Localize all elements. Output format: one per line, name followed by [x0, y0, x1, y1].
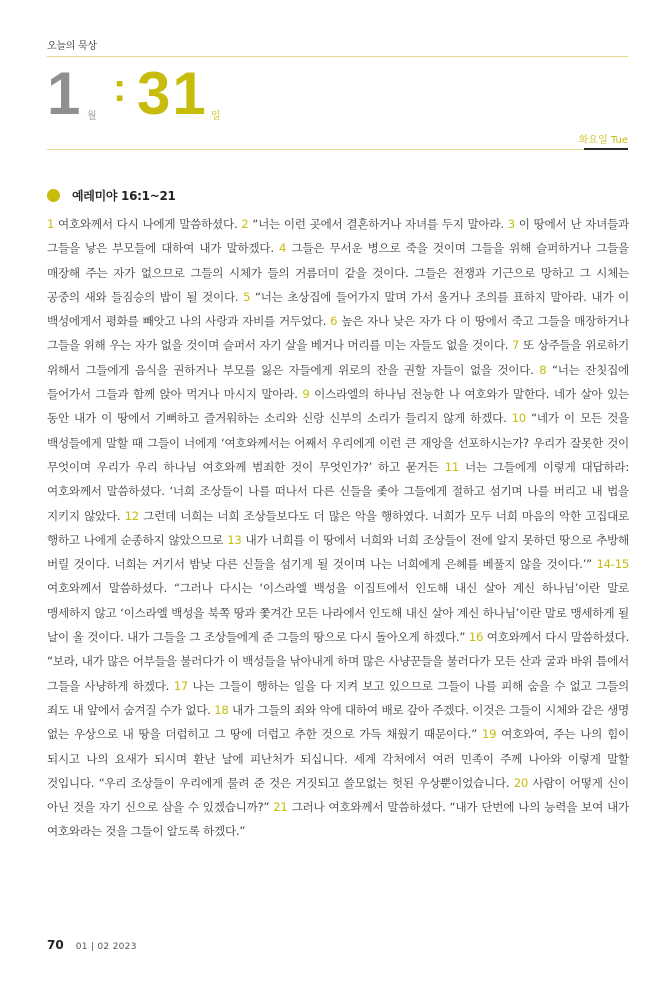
verse-text: 높은 자나 낮은 자가 다 이 땅에서 죽고 그들을 매장하거나 그들을 위해 우는 자가 없을 것이며 슬퍼서 자기 살을 베거나 머리를 미는 자들도 없을 것이다. — [47, 314, 629, 353]
verse-text: 너는 그들에게 이렇게 대답하라:여호와께서 말씀하셨다. ‘너희 조상들이 나를 떠나서 다른 신들을 좇아 그들에게 절하고 섬기며 나를 버리고 내 법을 지키지 않았다. — [47, 459, 630, 523]
verse-number: 12 — [124, 508, 139, 523]
verse-number: 6 — [330, 314, 338, 329]
weekday-underline — [584, 148, 628, 150]
verse-text: “네가 이 모든 것을 백성들에게 말할 때 그들이 너에게 ‘여호와께서는 어째서 우리에게 이런 큰 재앙을 선포하시는가? 우리가 잘못한 것이 무엇이며 우리가 우리 하나님 여호와께 범죄한 것이 무엇인가?’ 하고 묻거든 — [47, 411, 629, 474]
scripture-reference: 예레미야 16:1~21 — [72, 188, 176, 203]
verse-text: 여호와께서 말씀하셨다. “그러나 다시는 ‘이스라엘 백성을 이집트에서 인도해 내신 살아 계신 하나님’이란 말로 맹세하지 않고 ‘이스라엘 백성을 북쪽 땅과 쫓겨간 모든 나라에서 인도해 내신 살아 계신 하나님’이란 말로 맹세하게 될 날이 올 것이다. 내가 그들을 그 조상들에게 준 그들의 땅으로 다시 돌아오게 하겠다.” — [47, 581, 629, 645]
header-divider — [47, 149, 584, 150]
verse-text: 여호와여, 주는 나의 힘이 되시고 나의 요새가 되시며 환난 날에 피난처가 되십니다. 세계 각처에서 여러 민족이 주께 나아와 이렇게 말할 것입니다. “우리 조상들이 우리에게 물려 준 것은 거짓되고 쓸모없는 헛된 우상뿐이었습니다. — [47, 727, 629, 790]
verse-number: 17 — [173, 678, 188, 693]
series-label: 오늘의 묵상 — [47, 41, 97, 52]
verse-text: 나는 그들이 행하는 일을 다 지켜 보고 있으므로 그들이 나를 피해 숨을 수 없고 그들의 죄도 내 앞에서 숨겨질 수가 없다. — [47, 678, 629, 717]
verse-number: 3 — [507, 217, 515, 231]
verse-number: 1 — [47, 217, 55, 231]
verse-text: 그들은 무서운 병으로 죽을 것이며 그들을 위해 슬퍼하거나 그들을 매장해 주는 자가 없으므로 그들의 시체가 들의 거름더미 같을 것이다. 그들은 전쟁과 기근으로 망하고 그 시체는 공중의 새와 들짐승의 밥이 될 것이다. — [47, 241, 630, 304]
verse-number: 9 — [302, 387, 310, 402]
verse-text: 여호와께서 다시 말씀하셨다. “보라, 내가 많은 어부들을 불러다가 이 백성들을 낚아내게 하며 많은 사냥꾼들을 불러다가 모든 산과 굴과 바위 틈에서 그들을 사냥하게 하겠다. — [47, 630, 630, 693]
verse-text: 또 상주들을 위로하기 위해서 그들에게 음식을 권하거나 부모를 잃은 자들에게 위로의 잔을 권할 자들이 없을 것이다. — [47, 338, 629, 377]
verse-number: 14-15 — [596, 557, 629, 572]
verse-text: 내가 그들의 죄와 악에 대하여 배로 갚아 주겠다. 이것은 그들이 시체와 같은 생명 없는 우상으로 내 땅을 더럽히고 그 땅에 더럽고 추한 것으로 가득 채웠기 때문이다.” — [47, 702, 629, 742]
verse-number: 8 — [539, 362, 547, 377]
verse-text: 이스라엘의 하나님 전능한 나 여호와가 말한다. 네가 살아 있는 동안 내가 이 땅에서 기뻐하고 즐거워하는 소리와 신랑 신부의 소리가 들리지 않게 하겠다. — [47, 387, 629, 426]
verse-text: “너는 잔칫집에 들어가서 그들과 함께 앉아 먹거나 마시지 말아라. — [47, 362, 629, 402]
verse-text: “너는 초상집에 들어가지 말며 가서 울거나 조의를 표하지 말아라. 내가 이 백성에게서 평화를 빼앗고 나의 사랑과 자비를 거두었다. — [47, 289, 629, 329]
scripture-reference-row — [47, 187, 176, 203]
verse-number: 19 — [481, 727, 497, 742]
weekday-label: 화요일 Tue — [578, 135, 628, 146]
verse-text: 내가 너희를 이 땅에서 너희와 너희 조상들이 전에 알지 못하던 땅으로 추방해 버릴 것이다. 너희는 거기서 밤낮 다른 신들을 섬기게 될 것이며 나는 너희에게 은혜를 베풀지 않을 것이다.’” — [47, 532, 629, 572]
verse-text: “너는 이런 곳에서 결혼하거나 자녀를 두지 말아라. — [248, 217, 508, 231]
verse-number: 11 — [444, 459, 460, 474]
scripture-passage — [47, 212, 629, 844]
verse-number: 16 — [468, 630, 484, 645]
day-unit: 일 — [211, 111, 221, 122]
page-number: 70 — [47, 938, 64, 952]
verse-number: 21 — [273, 800, 288, 815]
verse-number: 5 — [243, 289, 251, 304]
date-colon: : — [113, 66, 127, 110]
page-footer — [47, 938, 137, 952]
verse-number: 4 — [279, 241, 287, 256]
verse-text: 그러나 여호와께서 말씀하셨다. “내가 단번에 나의 능력을 보여 내가 여호와라는 것을 그들이 알도록 하겠다.” — [47, 800, 629, 839]
verse-text: 이 땅에서 난 자녀들과 그들을 낳은 부모들에 대하여 내가 말하겠다. — [47, 217, 630, 256]
verse-text: 여호와께서 다시 나에게 말씀하셨다. — [54, 217, 242, 231]
month-unit: 월 — [87, 111, 97, 122]
month-number: 1 — [47, 60, 81, 127]
verse-number: 10 — [511, 411, 526, 426]
issue-date: 01 | 02 2023 — [75, 942, 137, 952]
verse-text: 그런데 너희는 너희 조상들보다도 더 많은 악을 행하였다. 너희가 모두 너희 마음의 악한 고집대로 행하고 나에게 순종하지 않았으므로 — [47, 508, 629, 547]
verse-number: 2 — [241, 217, 249, 231]
day-number: 31 — [137, 60, 208, 127]
top-divider — [47, 56, 628, 57]
verse-number: 18 — [214, 702, 229, 717]
verse-number: 7 — [512, 338, 520, 353]
verse-number: 13 — [227, 532, 242, 547]
verse-number: 20 — [513, 775, 529, 790]
date-heading — [47, 62, 447, 132]
verse-text: 사람이 어떻게 신이 아닌 것을 자기 신으로 삼을 수 있겠습니까?” — [47, 775, 629, 815]
bullet-dot-icon — [47, 189, 60, 202]
